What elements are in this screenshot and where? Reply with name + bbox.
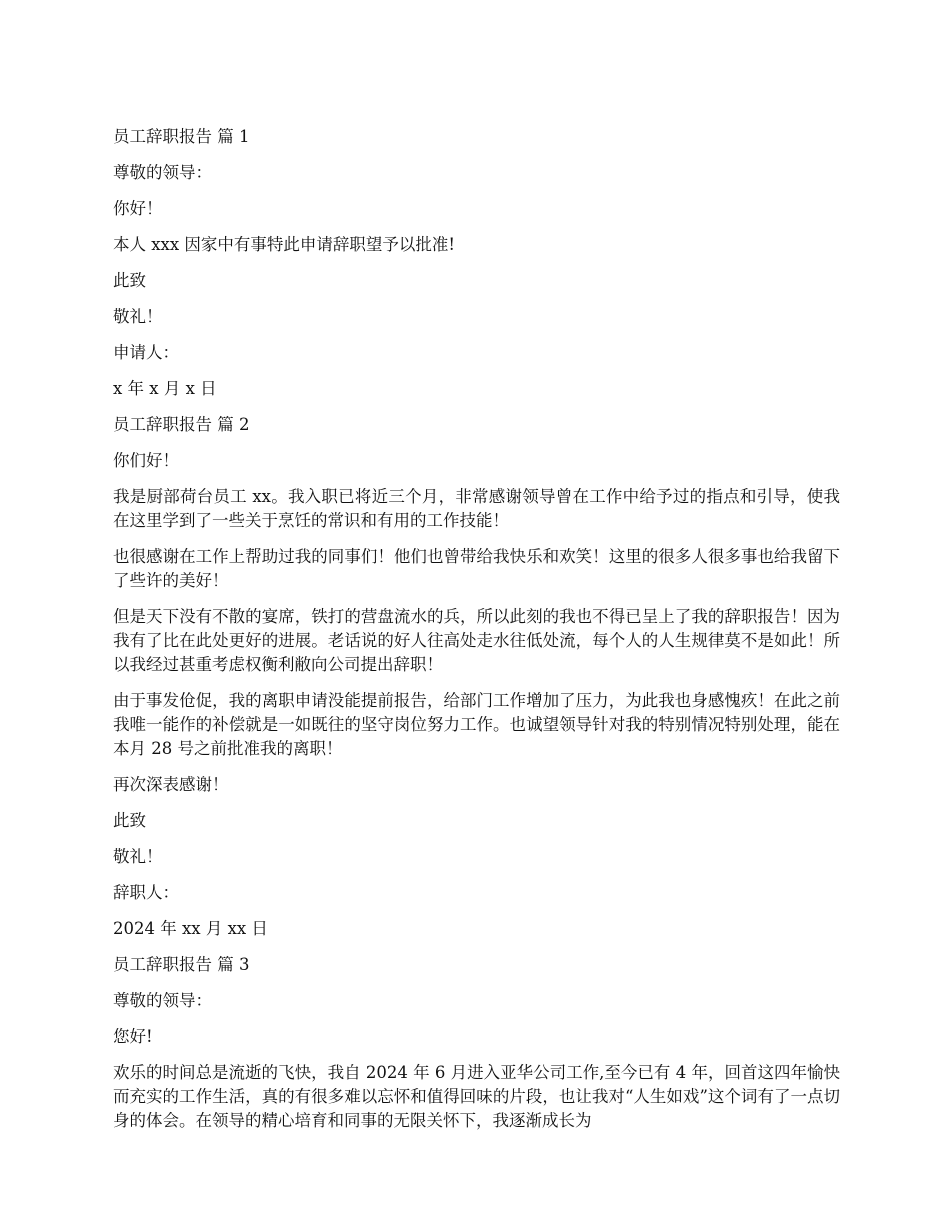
body-paragraph: 再次深表感谢！ [113,775,229,794]
greeting: 你好！ [113,199,163,218]
body-paragraph: 我是厨部荷台员工 xx。我入职已将近三个月，非常感谢领导曾在工作中给予过的指点和引导，使我在这里学到了一些关于烹饪的常识和有用的工作技能！ [113,487,840,530]
date-line: x 年 x 月 x 日 [113,379,217,398]
body-paragraph: 但是天下没有不散的宴席，铁打的营盘流水的兵，所以此刻的我也不得已呈上了我的辞职报告！因为我有了比在此处更好的进展。老话说的好人往高处走水往低处流，每个人的人生规律莫不是如此！所以我经过甚重考虑权衡利敝向公司提出辞职！ [113,607,840,674]
section-heading-2: 员工辞职报告 篇 2 [113,415,250,434]
section-heading-1: 员工辞职报告 篇 1 [113,127,250,146]
body-paragraph: 也很感谢在工作上帮助过我的同事们！他们也曾带给我快乐和欢笑！这里的很多人很多事也给我留下了些许的美好！ [113,547,840,590]
closing-regards: 敬礼！ [113,307,163,326]
body-paragraph: 欢乐的时间总是流逝的飞快，我自 2024 年 6 月进入亚华公司工作,至今已有 4 年，回首这四年愉快而充实的工作生活，真的有很多难以忘怀和值得回味的片段，也让我对“人生如戏”这个词有了一点切身的体会。在领导的精心培育和同事的无限关怀下，我逐渐成长为 [113,1063,840,1130]
closing-line: 此致 [113,811,146,830]
document-body [113,125,840,1145]
date-line: 2024 年 xx 月 xx 日 [113,919,268,938]
salutation: 尊敬的领导： [113,991,212,1010]
section-heading-3: 员工辞职报告 篇 3 [113,955,250,974]
greeting: 您好! [113,1027,153,1046]
salutation: 尊敬的领导： [113,163,212,182]
signature-label: 申请人： [113,343,179,362]
closing-regards: 敬礼！ [113,847,163,866]
greeting: 你们好！ [113,451,179,470]
body-paragraph: 由于事发伧促，我的离职申请没能提前报告，给部门工作增加了压力，为此我也身感愧疚！在此之前我唯一能作的补偿就是一如既往的坚守岗位努力工作。也诚望领导针对我的特别情况特别处理，能在本月 28 号之前批准我的离职！ [113,691,840,758]
signature-label: 辞职人： [113,883,179,902]
closing-line: 此致 [113,271,146,290]
body-paragraph: 本人 xxx 因家中有事特此申请辞职望予以批准! [113,235,456,254]
